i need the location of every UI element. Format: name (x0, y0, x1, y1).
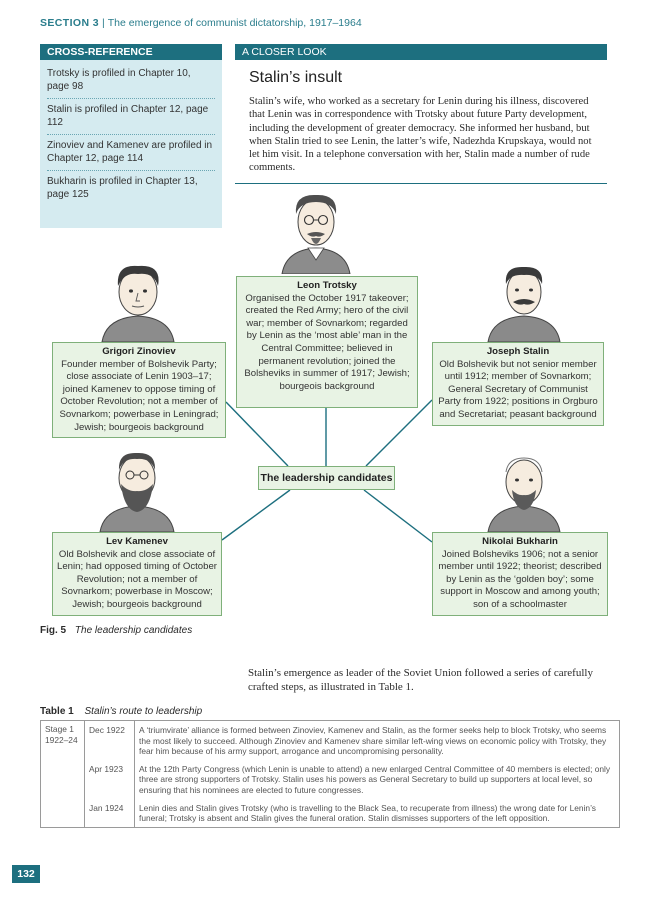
trotsky-portrait (276, 192, 356, 274)
leadership-candidates-center: The leadership candidates (258, 466, 395, 490)
stage-years: 1922–24 (45, 734, 78, 745)
figure-label: Fig. 5 (40, 625, 67, 636)
connector-kamenev (222, 490, 290, 540)
cross-reference-item: Bukharin is profiled in Chapter 13, page 125 (47, 176, 198, 200)
stage-cell (41, 721, 85, 828)
kamenev-name: Lev Kamenev (106, 536, 168, 547)
zinoviev-description: Founder member of Bolshevik Party; close associate of Lenin 1903–17; joined Kamenev to oppose timing of October Revolution; not a member of Sovnarkom; powerbase in Leningrad; Jewish; bourgeois background (59, 358, 219, 433)
figure-caption-text: The leadership candidates (74, 625, 193, 636)
bukharin-box (432, 532, 608, 616)
closer-look-body: Stalin’s wife, who worked as a secretary for Lenin during his illness, discovered that Lenin was in correspondence with Trotsky about future Party development, including the development of greater democracy. She informed her husband, but when Stalin tried to see Lenin, the latter’s wife, Nadezhda Krupskaya, would not let him visit. In a telephone conversation with her, Stalin made a number of rude comments. (249, 96, 592, 174)
stalin-box (432, 342, 604, 426)
kamenev-portrait (96, 448, 178, 532)
section-title: The emergence of communist dictatorship, 1917–1964 (107, 17, 362, 29)
kamenev-description: Old Bolshevik and close associate of Lenin; had opposed timing of October Revolution; not a member of Sovnarkom; powerbase in Moscow; Jewish; bourgeois background (57, 548, 218, 610)
bukharin-name: Nikolai Bukharin (482, 536, 558, 547)
table-caption-text: Stalin’s route to leadership (84, 706, 203, 717)
zinoviev-portrait (98, 260, 178, 342)
connector-bukharin (364, 490, 432, 542)
trotsky-box (236, 276, 418, 408)
table-caption (40, 706, 202, 717)
zinoviev-name: Grigori Zinoviev (102, 346, 176, 357)
cross-reference-item: Stalin is profiled in Chapter 12, page 112 (47, 99, 215, 135)
trotsky-description: Organised the October 1917 takeover; created the Red Army; hero of the civil war; member of Sovnarkom; regarded by Lenin as the ‘most able’ man in the Central Committee; believed in permanent revolution; joined the Bolsheviks in summer of 1917; Jewish; bourgeois background (244, 292, 410, 392)
figure-caption (40, 625, 192, 636)
connector-zinoviev (226, 402, 288, 466)
event-cell: A ‘triumvirate’ alliance is formed between Zinoviev, Kamenev and Stalin, as the former seeks help to block Trotsky, who seems the most likely to succeed. Although Zinoviev and Kamenev share similar left-wing views on economic policy with Trotsky, they fear him because of his army support, arrogance and uncompromising personality. (139, 725, 607, 757)
bukharin-portrait (484, 452, 564, 532)
section-label: SECTION 3 (40, 17, 100, 29)
page-number: 132 (12, 865, 40, 883)
table-label: Table 1 (40, 706, 74, 717)
connector-stalin (366, 400, 432, 466)
stalin-description: Old Bolshevik but not senior member until 1912; member of Sovnarkom; General Secretary of Communist Party from 1922; positions in Orgburo and Secretariat; peasant background (438, 358, 598, 420)
table-row (41, 721, 620, 760)
kamenev-box (52, 532, 222, 616)
stalin-name: Joseph Stalin (486, 346, 550, 357)
cross-reference-item: Trotsky is profiled in Chapter 10, page 98 (47, 63, 215, 99)
event-cell: At the 12th Party Congress (which Lenin is unable to attend) a new enlarged Central Committee of 40 members is elected; only three are strong supporters of Trotsky. Stalin uses his powers as General Secretary to build up supporters at local level, so ensuring that his nominees are elected to future congresses. (139, 763, 611, 795)
trotsky-name: Leon Trotsky (297, 280, 357, 291)
zinoviev-box (52, 342, 226, 438)
stalin-portrait (484, 262, 564, 342)
section-separator: | (102, 17, 105, 29)
stage-label: Stage 1 (45, 724, 74, 734)
bukharin-description: Joined Bolsheviks 1906; not a senior member until 1922; theorist; described by Lenin as the ‘golden boy’; some support in Moscow and among youth; son of a schoolmaster (438, 548, 602, 610)
table-row (41, 760, 620, 799)
section-header (40, 17, 362, 29)
date-cell: Dec 1922 (85, 721, 135, 760)
cross-reference-title: CROSS-REFERENCE (40, 44, 222, 60)
table-row (41, 799, 620, 828)
date-cell: Apr 1923 (85, 760, 135, 799)
closer-look-tag: A CLOSER LOOK (235, 44, 607, 60)
intro-paragraph: Stalin’s emergence as leader of the Soviet Union followed a series of carefully crafted steps, as illustrated in Table 1. (248, 667, 593, 693)
closer-look-title: Stalin’s insult (249, 69, 343, 86)
route-table (40, 720, 620, 828)
event-cell: Lenin dies and Stalin gives Trotsky (who is travelling to the Black Sea, to recuperate from illness) the wrong date for Lenin’s funeral; Trotsky is absent and Stalin gives the funeral oration. Stalin dismisses supporters of the left opposition. (139, 802, 596, 824)
closer-look-box (235, 44, 607, 184)
cross-reference-item: Zinoviev and Kamenev are profiled in Chapter 12, page 114 (47, 135, 215, 171)
cross-reference-box (40, 44, 222, 228)
date-cell: Jan 1924 (85, 799, 135, 828)
